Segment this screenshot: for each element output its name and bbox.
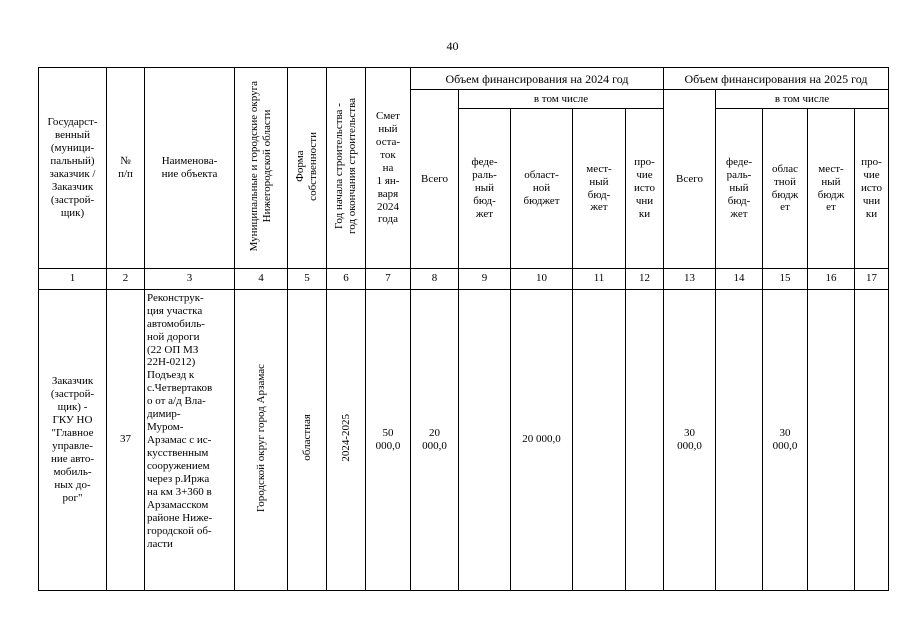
column-number: 13 xyxy=(664,269,716,289)
column-number: 6 xyxy=(327,269,366,289)
cell-total-2024: 20 000,0 xyxy=(411,289,459,590)
column-number: 7 xyxy=(366,269,411,289)
cell-years: 2024-2025 xyxy=(327,289,366,590)
cell-regional-2025: 30 000,0 xyxy=(763,289,808,590)
column-number: 11 xyxy=(573,269,626,289)
header-remaining: Смет ный оста- ток на 1 ян- варя 2024 года xyxy=(366,68,411,269)
column-number: 8 xyxy=(411,269,459,289)
header-years: Год начала строительства - год окончания строительства xyxy=(327,68,366,269)
header-num: № п/п xyxy=(107,68,145,269)
cell-local-2025 xyxy=(808,289,855,590)
column-number: 17 xyxy=(855,269,889,289)
cell-remaining: 50 000,0 xyxy=(366,289,411,590)
column-number: 1 xyxy=(39,269,107,289)
column-number: 14 xyxy=(716,269,763,289)
header-fin-2024: Объем финансирования на 2024 год xyxy=(411,68,664,90)
cell-other-2024 xyxy=(626,289,664,590)
header-local-2025: мест- ный бюдж ет xyxy=(808,108,855,268)
cell-local-2024 xyxy=(573,289,626,590)
header-object-name: Наименова- ние объекта xyxy=(145,68,235,269)
column-number-row xyxy=(39,269,889,289)
header-regional-2024: област- ной бюджет xyxy=(511,108,573,268)
header-including-2024: в том числе xyxy=(459,90,664,108)
table-row xyxy=(39,289,889,590)
column-number: 4 xyxy=(235,269,288,289)
financing-table xyxy=(38,67,889,591)
cell-regional-2024: 20 000,0 xyxy=(511,289,573,590)
header-total-2024: Всего xyxy=(411,90,459,269)
header-municipality: Муниципальные и городские округа Нижегородской области xyxy=(235,68,288,269)
header-federal-2024: феде- раль- ный бюд- жет xyxy=(459,108,511,268)
cell-federal-2025 xyxy=(716,289,763,590)
header-ownership: Форма собственности xyxy=(288,68,327,269)
cell-federal-2024 xyxy=(459,289,511,590)
header-including-2025: в том числе xyxy=(716,90,889,108)
cell-ownership: областная xyxy=(288,289,327,590)
column-number: 9 xyxy=(459,269,511,289)
column-number: 3 xyxy=(145,269,235,289)
cell-customer: Заказчик (застрой- щик) - ГКУ НО "Главное управле- ние авто- мобиль- ных до- рог" xyxy=(39,289,107,590)
header-other-2025: про- чие исто чни ки xyxy=(855,108,889,268)
column-number: 15 xyxy=(763,269,808,289)
cell-municipality: Городской округ город Арзамас xyxy=(235,289,288,590)
header-other-2024: про- чие исто чни ки xyxy=(626,108,664,268)
column-number: 12 xyxy=(626,269,664,289)
header-fin-2025: Объем финансирования на 2025 год xyxy=(664,68,889,90)
header-customer: Государст- венный (муници- пальный) заказчик / Заказчик (застрой- щик) xyxy=(39,68,107,269)
column-number: 2 xyxy=(107,269,145,289)
cell-num: 37 xyxy=(107,289,145,590)
column-number: 5 xyxy=(288,269,327,289)
header-regional-2025: облас тной бюдж ет xyxy=(763,108,808,268)
cell-object-name: Реконструк- ция участка автомобиль- ной дороги (22 ОП МЗ 22Н-0212) Подъезд к с.Четвертаков о от а/д Вла- димир- Муром- Арзамас с ис- кусственным сооружением через р.Иржа на км 3+360 в Арзамасском районе Ниже- городской об- ласти xyxy=(145,289,235,590)
cell-other-2025 xyxy=(855,289,889,590)
page-number: 40 xyxy=(446,39,459,53)
header-total-2025: Всего xyxy=(664,90,716,269)
column-number: 10 xyxy=(511,269,573,289)
cell-total-2025: 30 000,0 xyxy=(664,289,716,590)
header-local-2024: мест- ный бюд- жет xyxy=(573,108,626,268)
header-federal-2025: феде- раль- ный бюд- жет xyxy=(716,108,763,268)
column-number: 16 xyxy=(808,269,855,289)
